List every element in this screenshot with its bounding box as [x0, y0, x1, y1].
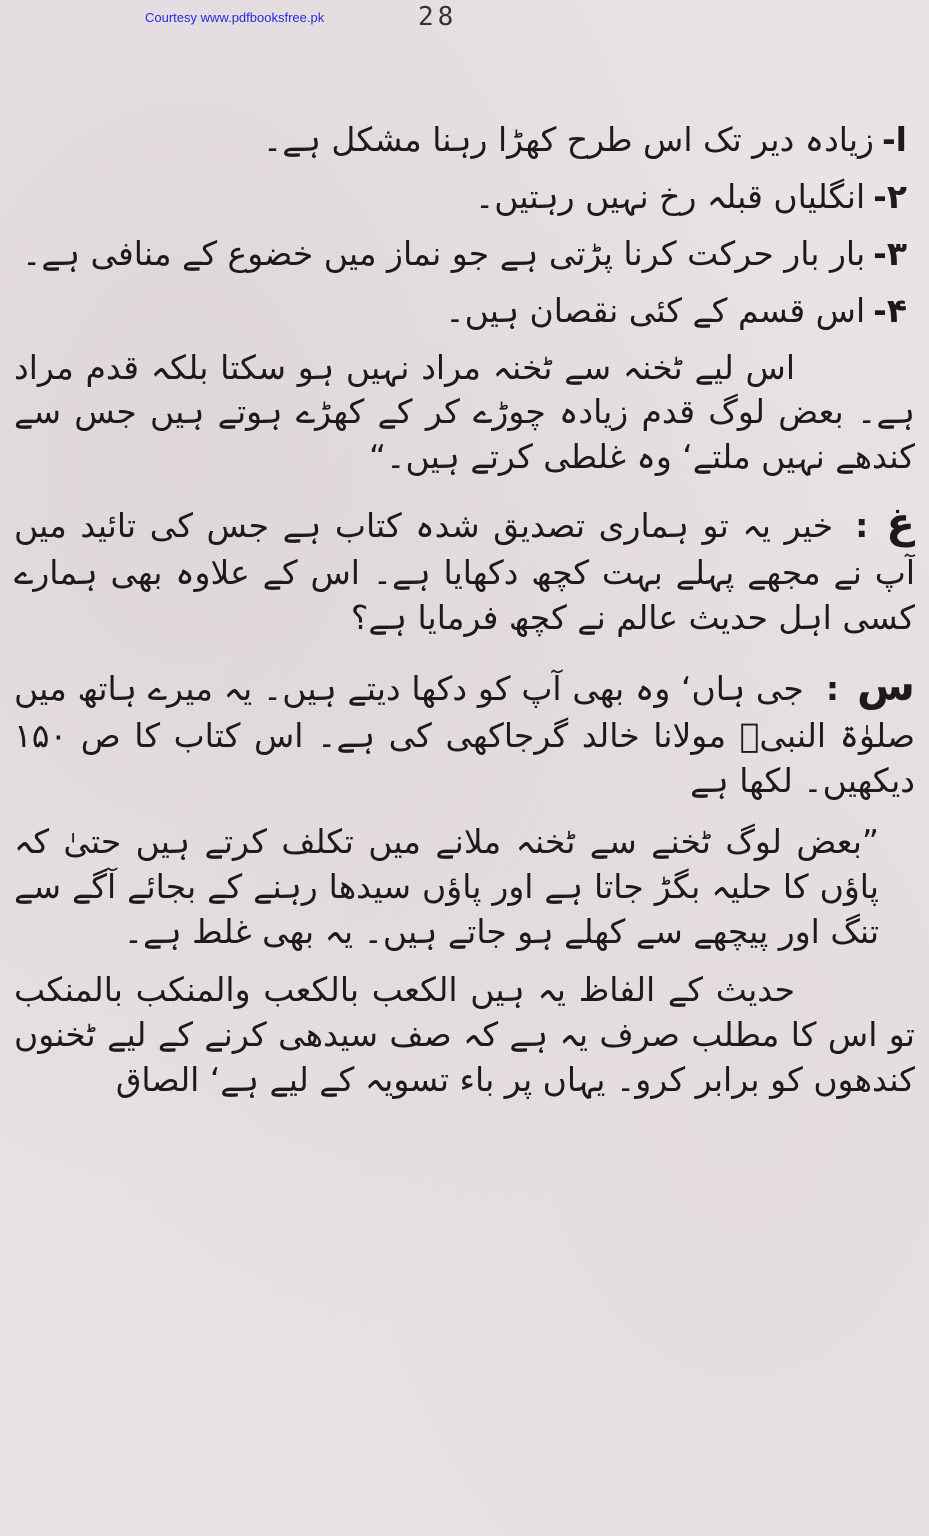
page-number: 28 — [418, 2, 458, 32]
courtesy-text: Courtesy www.pdfbooksfree.pk — [145, 10, 325, 25]
list-item-text: اس قسم کے کئی نقصان ہیں۔ — [445, 290, 866, 330]
answer-text: جی ہاں‘ وہ بھی آپ کو دکھا دیتے ہیں۔ یہ میرے ہاتھ میں صلوٰۃ النبیؐ مولانا خالد گرجاکھی کی ہے۔ اس کتاب کا ص ۱۵۰ دیکھیں۔ لکھا ہے — [14, 668, 915, 800]
list-item-number: ۳- — [873, 233, 907, 273]
question-colon: : — [855, 506, 869, 546]
list-item-text: بار بار حرکت کرنا پڑتی ہے جو نماز میں خضوع کے منافی ہے۔ — [22, 233, 866, 273]
list-item — [14, 232, 915, 277]
list-item-text: انگلیاں قبلہ رخ نہیں رہتیں۔ — [474, 176, 866, 216]
list-item — [14, 118, 915, 163]
list-item — [14, 289, 915, 334]
paragraph-hadith: حدیث کے الفاظ یہ ہیں الکعب بالکعب والمنکب بالمنکب تو اس کا مطلب صرف یہ ہے کہ صف سیدھی کرنے کے لیے ٹخنوں کندھوں کو برابر کرو۔ یہاں پر باء تسویہ کے لیے ہے‘ الصاق — [14, 970, 915, 1100]
list-item-text: زیادہ دیر تک اس طرح کھڑا رہنا مشکل ہے۔ — [262, 120, 874, 159]
paragraph-explanation: اس لیے ٹخنہ سے ٹخنہ مراد نہیں ہو سکتا بلکہ قدم مراد ہے۔ بعض لوگ قدم زیادہ چوڑے کر کے کھڑے ہوتے ہیں جس سے کندھے نہیں ملتے‘ وہ غلطی کرتے ہیں۔“ — [14, 347, 915, 477]
list-item-number: ا- — [881, 120, 907, 159]
question-block — [14, 494, 915, 641]
list-item-number: ۲- — [873, 176, 907, 216]
question-speaker: غ — [886, 498, 915, 548]
list-item-number: ۴- — [873, 290, 907, 330]
question-text: خیر یہ تو ہماری تصدیق شدہ کتاب ہے جس کی تائید میں آپ نے مجھے پہلے بہت کچھ دکھایا ہے۔ اس کے علاوہ بھی ہمارے کسی اہل حدیث عالم نے کچھ فرمایا ہے؟ — [14, 506, 915, 638]
page-body — [14, 118, 915, 1536]
answer-block — [14, 657, 915, 804]
quoted-passage: ”بعض لوگ ٹخنے سے ٹخنہ ملانے میں تکلف کرتے ہیں حتیٰ کہ پاؤں کا حلیہ بگڑ جاتا ہے اور پاؤں سیدھا رہنے کے بجائے آگے سے تنگ اور پیچھے سے کھلے ہو جاتے ہیں۔ یہ بھی غلط ہے۔ — [14, 821, 879, 951]
list-item — [14, 175, 915, 220]
answer-colon: : — [825, 668, 840, 708]
answer-speaker: س — [857, 660, 915, 710]
